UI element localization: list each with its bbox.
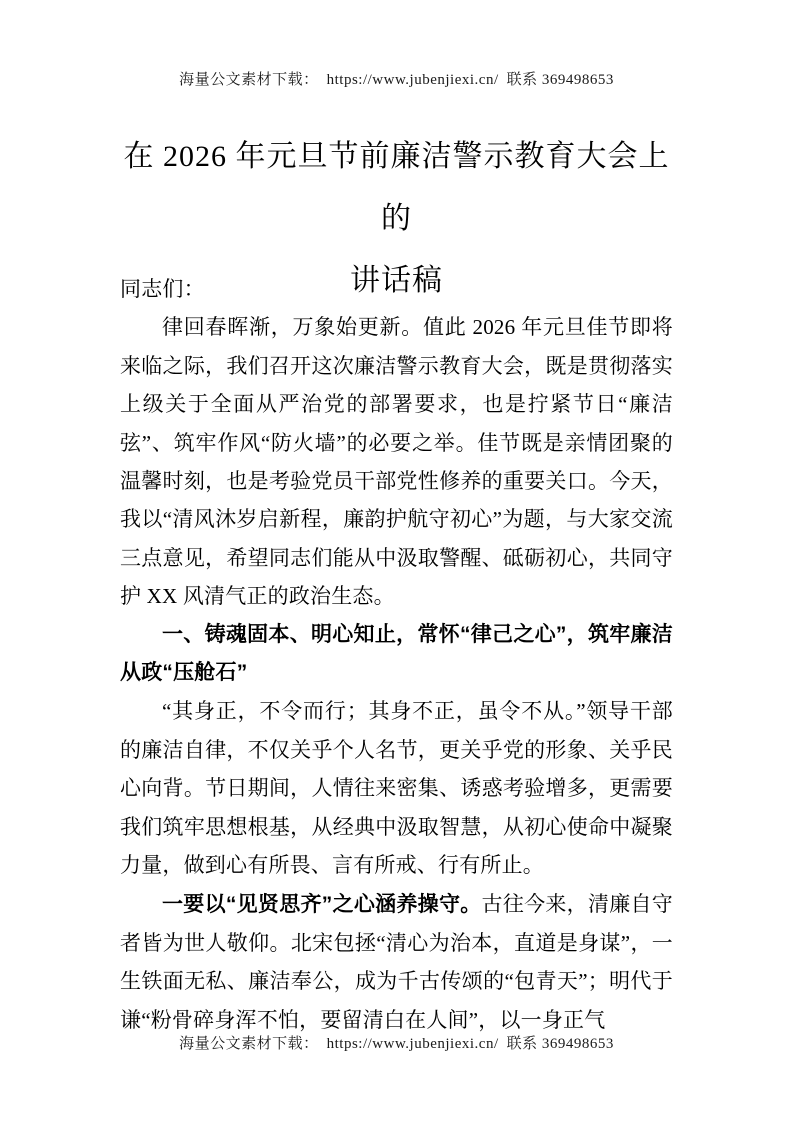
page-footer — [0, 1034, 793, 1054]
title-line-2: 讲话稿 — [350, 264, 443, 297]
header-download-label: 海量公文素材下载： — [179, 72, 319, 88]
body-paragraph-2: “其身正，不令而行；其身不正，虽令不从。”领导干部的廉洁自律，不仅关乎个人名节，更关乎党的形象、关乎民心向背。节日期间，人情往来密集、诱惑考验增多，更需要我们筑牢思想根基，从经典中汲取智慧，从初心使命中凝聚力量，做到心有所畏、言有所戒、行有所止。 — [120, 699, 673, 878]
header-url: https://www.jubenjiexi.cn/ — [326, 72, 499, 88]
body-paragraph-1: 律回春晖渐，万象始更新。值此 2026 年元旦佳节即将来临之际，我们召开这次廉洁警示教育大会，既是贯彻落实上级关于全面从严治党的部署要求，也是拧紧节日“廉洁弦”、筑牢作风“防火墙”的必要之举。佳节既是亲情团聚的温馨时刻，也是考验党员干部党性修养的重要关口。今天，我以“清风沐岁启新程，廉韵护航守初心”为题，与大家交流三点意见，希望同志们能从中汲取警醒、砥砺初心，共同守护 XX 风清气正的政治生态。 — [120, 315, 673, 609]
paragraph-3-lead: 一要以“见贤思齐”之心涵养操守。 — [162, 892, 482, 916]
page-header — [0, 70, 793, 90]
document-body — [120, 270, 673, 1039]
body-paragraph-3 — [120, 885, 673, 1040]
section-heading-1: 一、铸魂固本、明心知止，常怀“律己之心”，筑牢廉洁从政“压舱石” — [120, 622, 673, 685]
footer-url: https://www.jubenjiexi.cn/ — [326, 1036, 499, 1052]
footer-download-label: 海量公文素材下载： — [179, 1036, 319, 1052]
footer-contact: 联系 369498653 — [506, 1036, 614, 1052]
title-line-1: 在 2026 年元旦节前廉洁警示教育大会上的 — [123, 140, 670, 235]
header-contact: 联系 369498653 — [506, 72, 614, 88]
paragraph-3-text: 古往今来，清廉自守者皆为世人敬仰。北宋包拯“清心为治本，直道是身谋”，一生铁面无私、廉洁奉公，成为千古传颂的“包青天”；明代于谦“粉骨碎身浑不怕，要留清白在人间”，以一身正气 — [120, 891, 673, 1032]
salutation: 同志们： — [120, 277, 205, 301]
